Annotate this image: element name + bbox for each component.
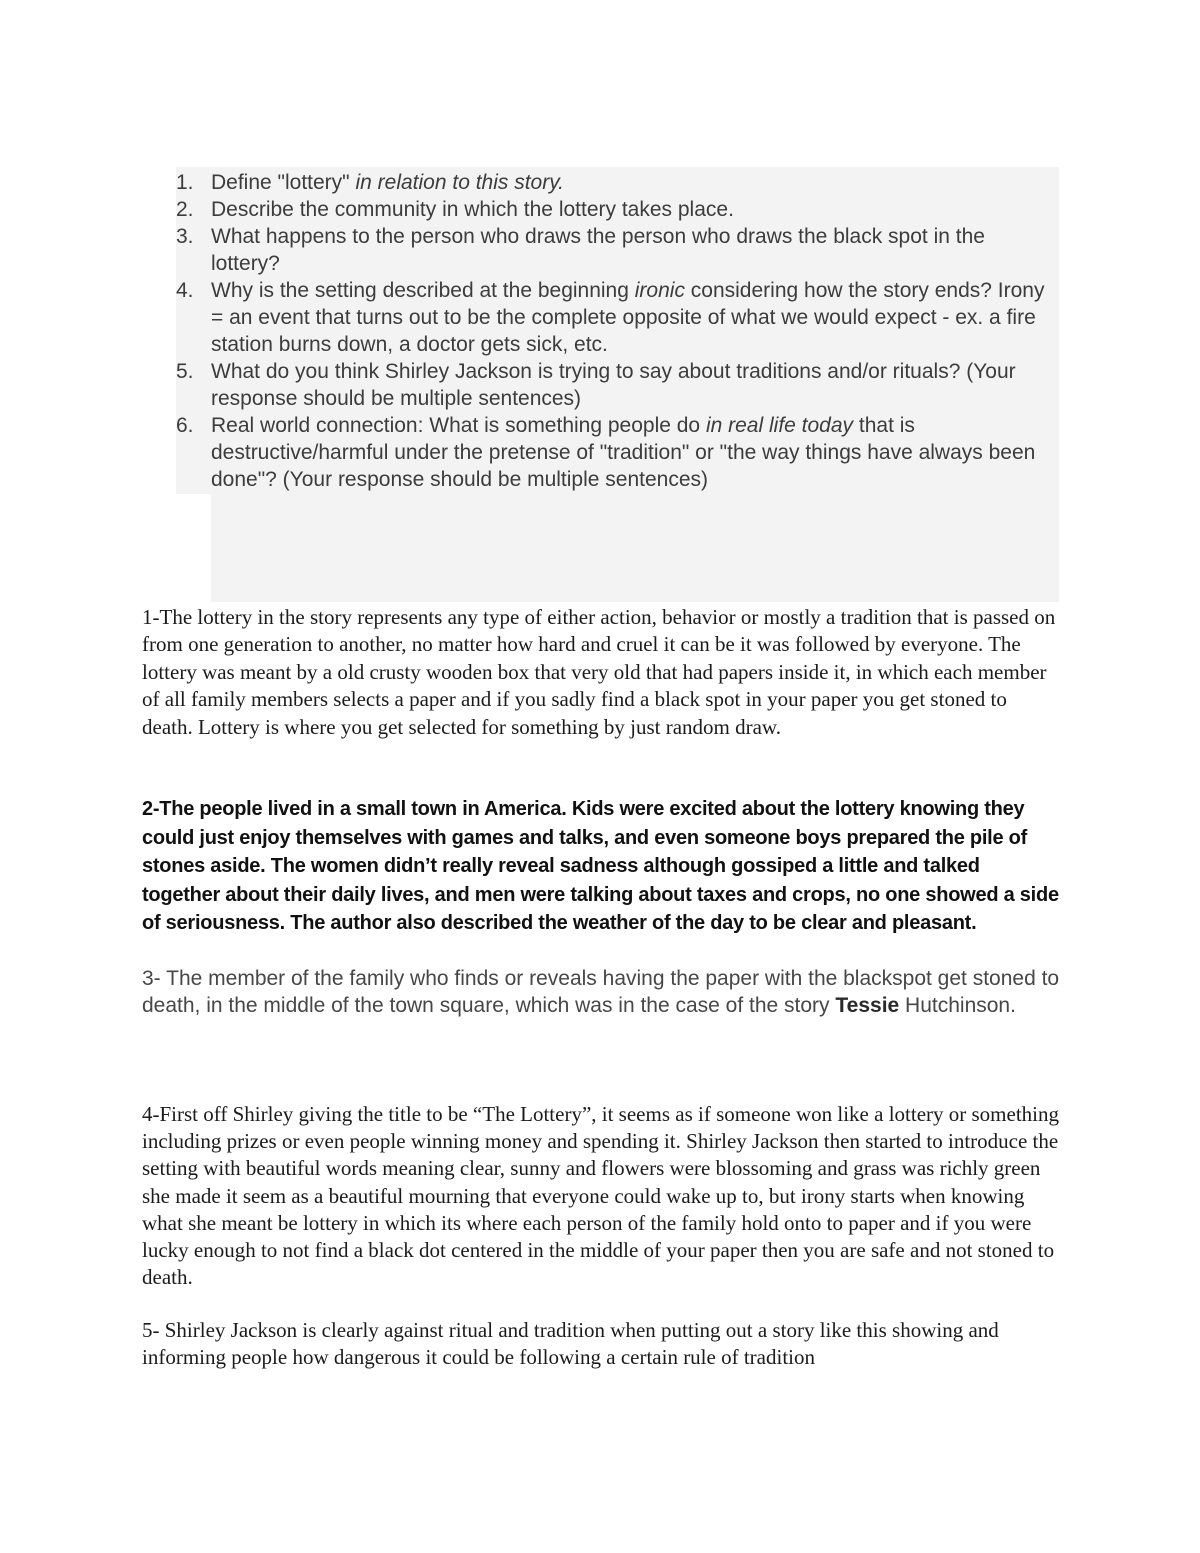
question-text: considering how the story ends? Irony = an event that turns out to be the complete opposite of what we would expect - ex. a fire station burns down, a doctor gets sick, etc. (211, 279, 1045, 356)
question-text: What do you think Shirley Jackson is trying to say about traditions and/or rituals? (Your response should be multiple sentences) (211, 360, 1016, 410)
question-number: 2. (176, 198, 194, 221)
question-item-6 (176, 412, 1056, 493)
question-number: 6. (176, 414, 194, 437)
question-item-3 (176, 223, 1056, 277)
question-item-2 (176, 196, 1056, 223)
question-text: Real world connection: What is something people do (211, 414, 706, 437)
answer-4-paragraph: 4-First off Shirley giving the title to be “The Lottery”, it seems as if someone won like a lottery or something including prizes or even people winning money and spending it. Shirley Jackson then started to introduce the setting with beautiful words meaning clear, sunny and flowers were blossoming and grass was richly green she made it seem as a beautiful mourning that everyone could wake up to, but irony starts when knowing what she meant be lottery in which its where each person of the family hold onto to paper and if you were lucky enough to not find a black dot centered in the middle of your paper then you are safe and not stoned to death. (142, 1102, 1060, 1290)
question-text-italic: in real life today (705, 414, 854, 437)
question-item-1 (176, 169, 1056, 196)
question-block-shading-tail (211, 494, 1059, 602)
answer-3-paragraph (142, 965, 1062, 1020)
question-text-italic: in relation to this story. (355, 171, 565, 194)
question-number: 5. (176, 360, 194, 383)
question-text-italic: ironic (634, 279, 685, 302)
answer-2-paragraph: 2-The people lived in a small town in America. Kids were excited about the lottery knowing they could just enjoy themselves with games and talks, and even someone boys prepared the pile of stones aside. The women didn’t really reveal sadness although gossiped a little and talked together about their daily lives, and men were talking about taxes and crops, no one showed a side of seriousness. The author also described the weather of the day to be clear and pleasant. (142, 798, 1059, 935)
question-text: Describe the community in which the lottery takes place. (211, 198, 734, 221)
question-number: 4. (176, 279, 194, 302)
answer-3-text: 3- The member of the family who finds or reveals having the paper with the blackspot get stoned to death, in the middle of the town square, which was in the case of the story (142, 967, 1060, 1018)
question-number: 1. (176, 171, 194, 194)
answer-3-name: Tessie (835, 994, 900, 1018)
question-list (176, 169, 1056, 493)
question-text: What happens to the person who draws the person who draws the black spot in the lottery? (211, 225, 985, 275)
question-item-5 (176, 358, 1056, 412)
question-text: Why is the setting described at the beginning (211, 279, 635, 302)
answer-1-paragraph: 1-The lottery in the story represents any type of either action, behavior or mostly a tradition that is passed on from one generation to another, no matter how hard and cruel it can be it was followed by everyone. The lottery was meant by a old crusty wooden box that very old that had papers inside it, in which each member of all family members selects a paper and if you sadly find a black spot in your paper you get stoned to death. Lottery is where you get selected for something by just random draw. (142, 605, 1056, 739)
question-item-4 (176, 277, 1056, 358)
question-text: Define "lottery" (211, 171, 356, 194)
question-number: 3. (176, 225, 194, 248)
question-text: that is destructive/harmful under the pretense of "tradition" or "the way things have always been done"? (Your response should be multiple sentences) (211, 414, 1036, 491)
answer-5-paragraph: 5- Shirley Jackson is clearly against ritual and tradition when putting out a story like this showing and informing people how dangerous it could be following a certain rule of tradition (142, 1318, 999, 1370)
answer-3-text-end: Hutchinson. (899, 994, 1016, 1018)
